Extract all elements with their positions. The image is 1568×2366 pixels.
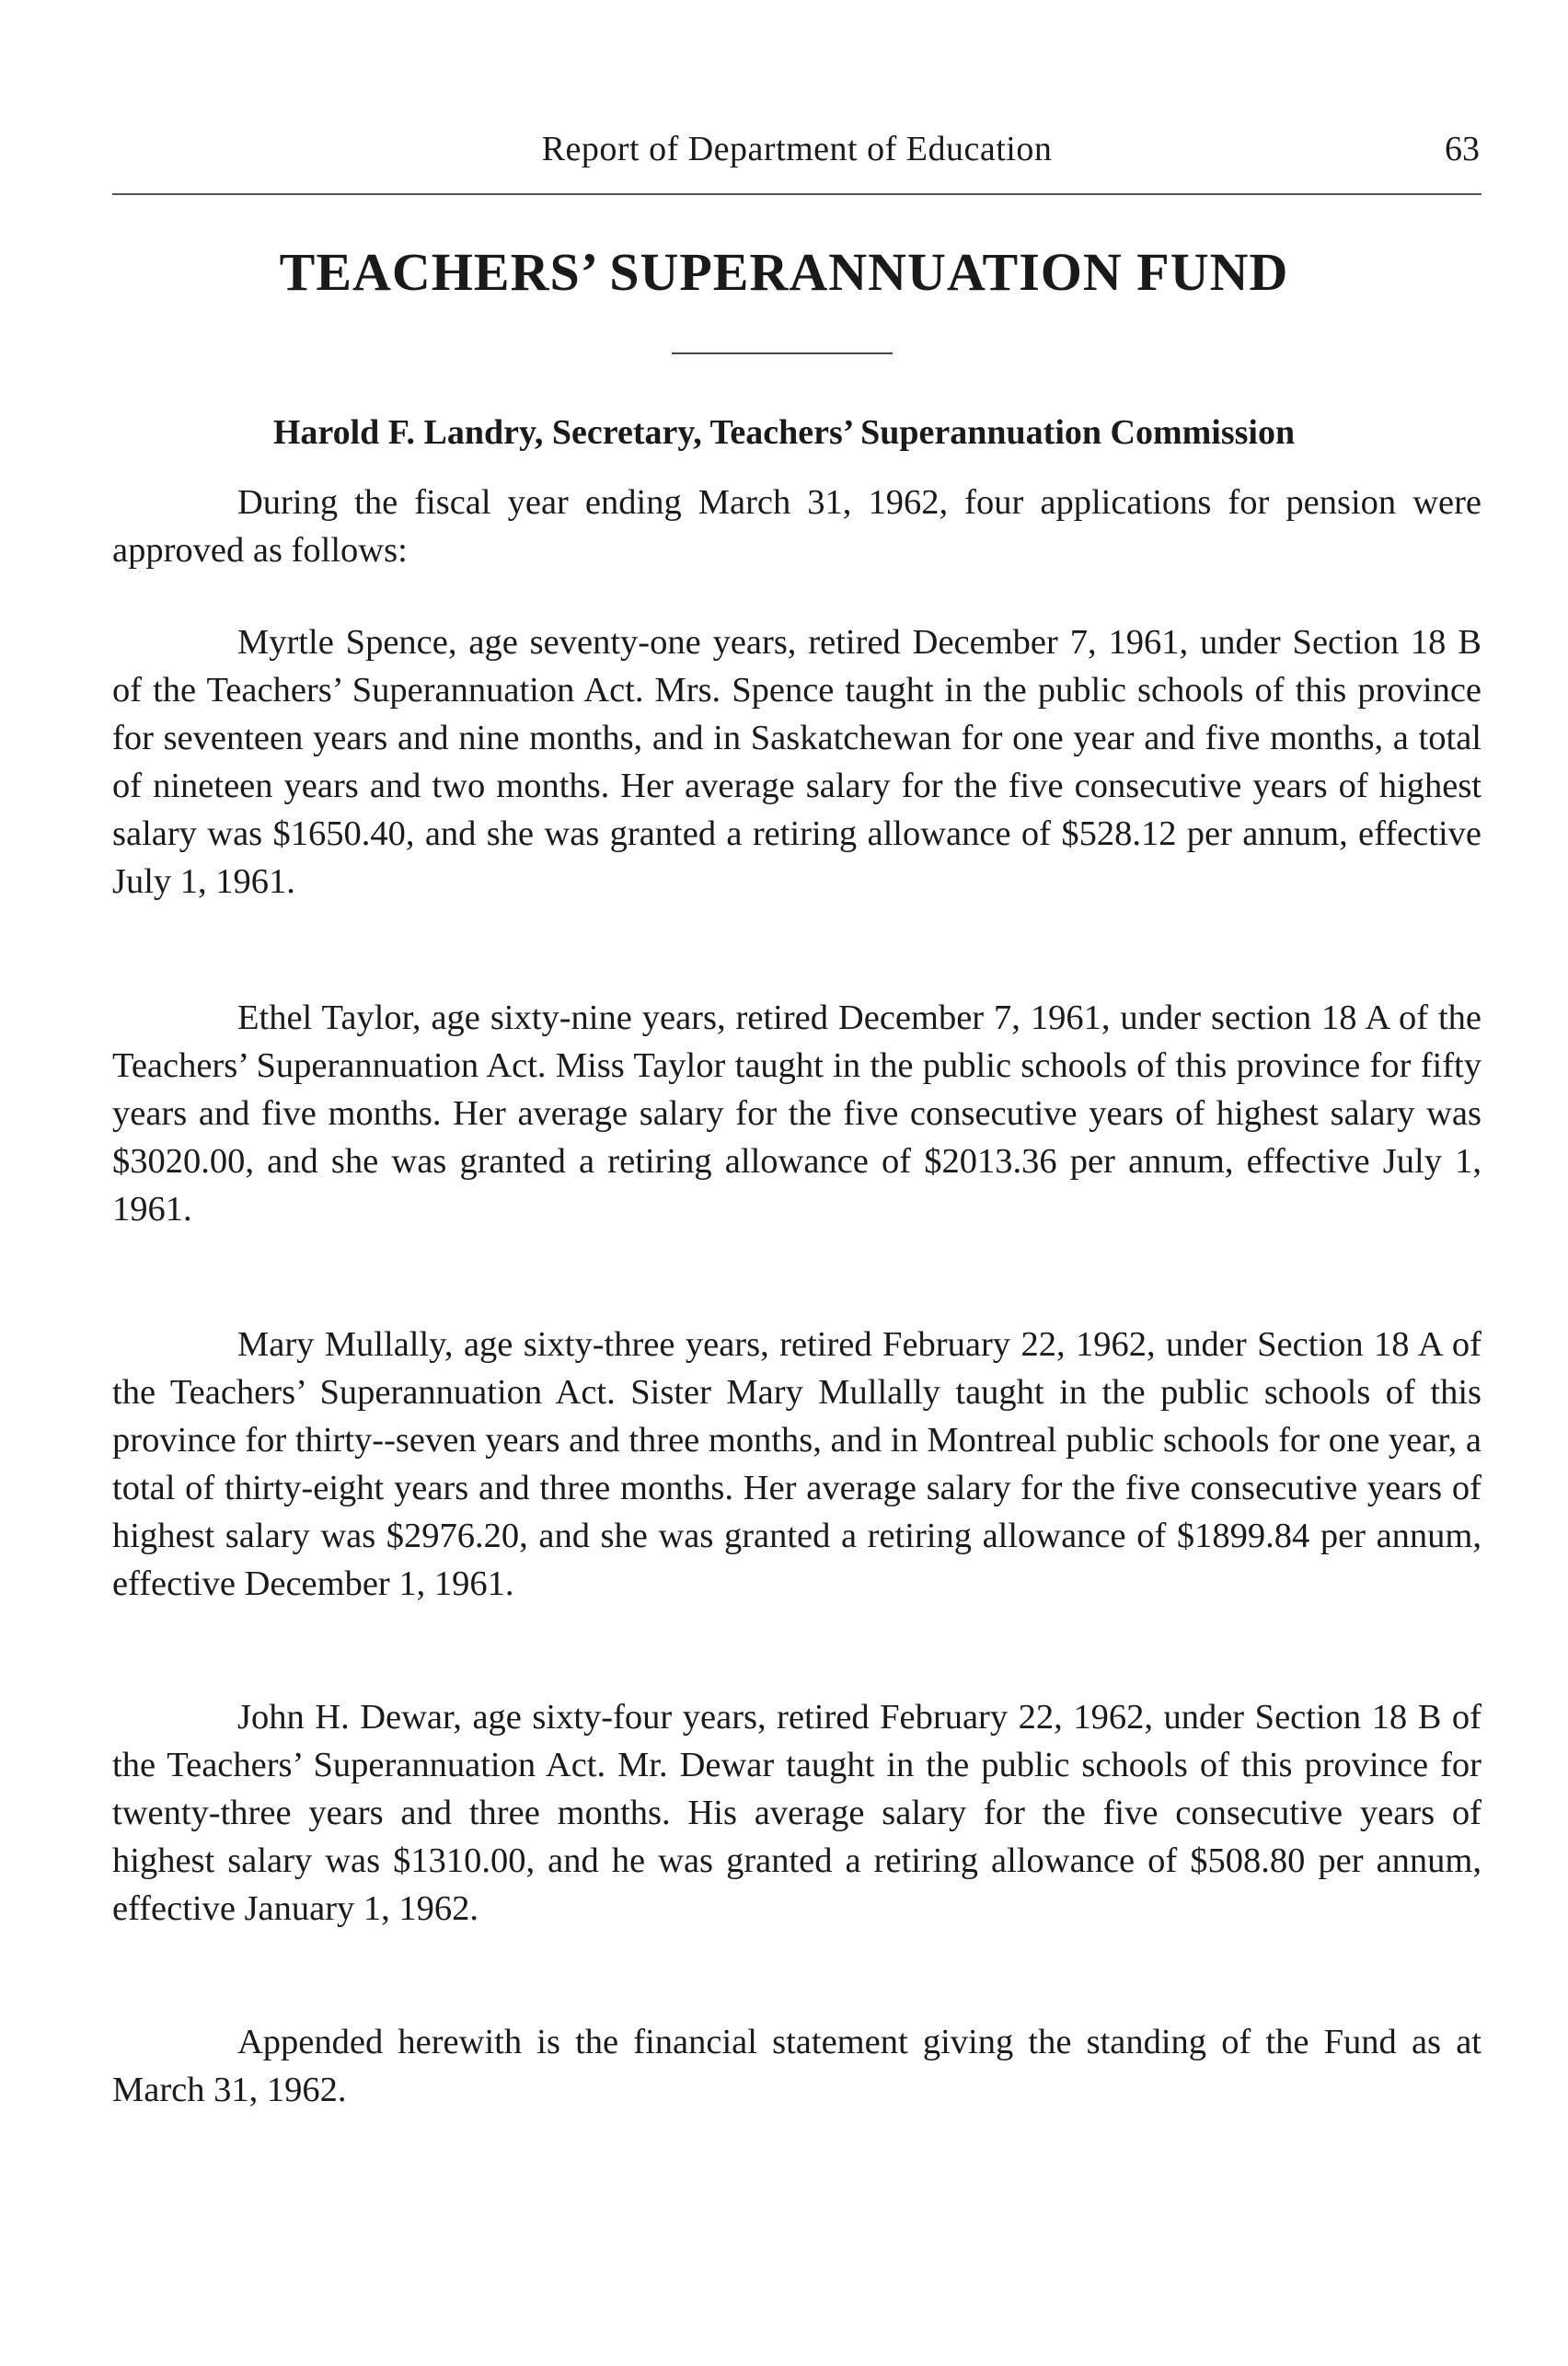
closing-paragraph: Appended herewith is the financial statement giving the standing of the Fund as at March 31, 1962. xyxy=(112,2023,1482,2109)
author-byline: Harold F. Landry, Secretary, Teachers’ Superannuation Commission xyxy=(272,413,1296,452)
page-title: TEACHERS’ SUPERANNUATION FUND xyxy=(279,242,1289,302)
intro-paragraph: During the fiscal year ending March 31, 1962, four applications for pension were approved as follows: xyxy=(112,483,1482,570)
title-divider xyxy=(672,352,893,354)
mullally-paragraph-block xyxy=(112,1321,1482,1608)
pension-paragraph-mullally: Mary Mullally, age sixty-three years, retired February 22, 1962, under Section 18 A of the Teachers’ Superannuation Act. Sister Mary Mullally taught in the public schools of this province for thirty--seven years and three months, and in Montreal public schools for one year, a total of thirty-eight years and three months. Her average salary for the five consecutive years of highest salary was $2976.20, and she was granted a retiring allowance of $1899.84 per annum, effective December 1, 1961. xyxy=(112,1325,1482,1603)
taylor-paragraph-block xyxy=(112,994,1482,1233)
pension-paragraph-dewar: John H. Dewar, age sixty-four years, retired February 22, 1962, under Section 18 B of the Teachers’ Superannuation Act. Mr. Dewar taught in the public schools of this province for twenty-three years and three months. His average salary for the five consecutive years of highest salary was $1310.00, and he was granted a retiring allowance of $508.80 per annum, effective January 1, 1962. xyxy=(112,1698,1482,1928)
intro-paragraph-block xyxy=(112,479,1482,574)
appended-paragraph-block xyxy=(112,2018,1482,2114)
dewar-paragraph-block xyxy=(112,1693,1482,1933)
pension-paragraph-spence: Myrtle Spence, age seventy-one years, retired December 7, 1961, under Section 18 B of the Teachers’ Superannuation Act. Mrs. Spence taught in the public schools of this province for seventeen years and nine months, and in Saskatchewan for one year and five months, a total of nineteen years and two months. Her average salary for the five consecutive years of highest salary was $1650.40, and she was granted a retiring allowance of $528.12 per annum, effective July 1, 1961. xyxy=(112,623,1482,901)
pension-paragraph-taylor: Ethel Taylor, age sixty-nine years, retired December 7, 1961, under section 18 A of the Teachers’ Superannuation Act. Miss Taylor taught in the public schools of this province for fifty years and five months. Her average salary for the five consecutive years of highest salary was $3020.00, and she was granted a retiring allowance of $2013.36 per annum, effective July 1, 1961. xyxy=(112,998,1482,1229)
running-title: Report of Department of Education xyxy=(541,130,1053,168)
spence-paragraph-block xyxy=(112,618,1482,906)
running-header xyxy=(112,129,1482,184)
page-number: 63 xyxy=(1445,130,1480,168)
header-divider xyxy=(112,193,1482,195)
